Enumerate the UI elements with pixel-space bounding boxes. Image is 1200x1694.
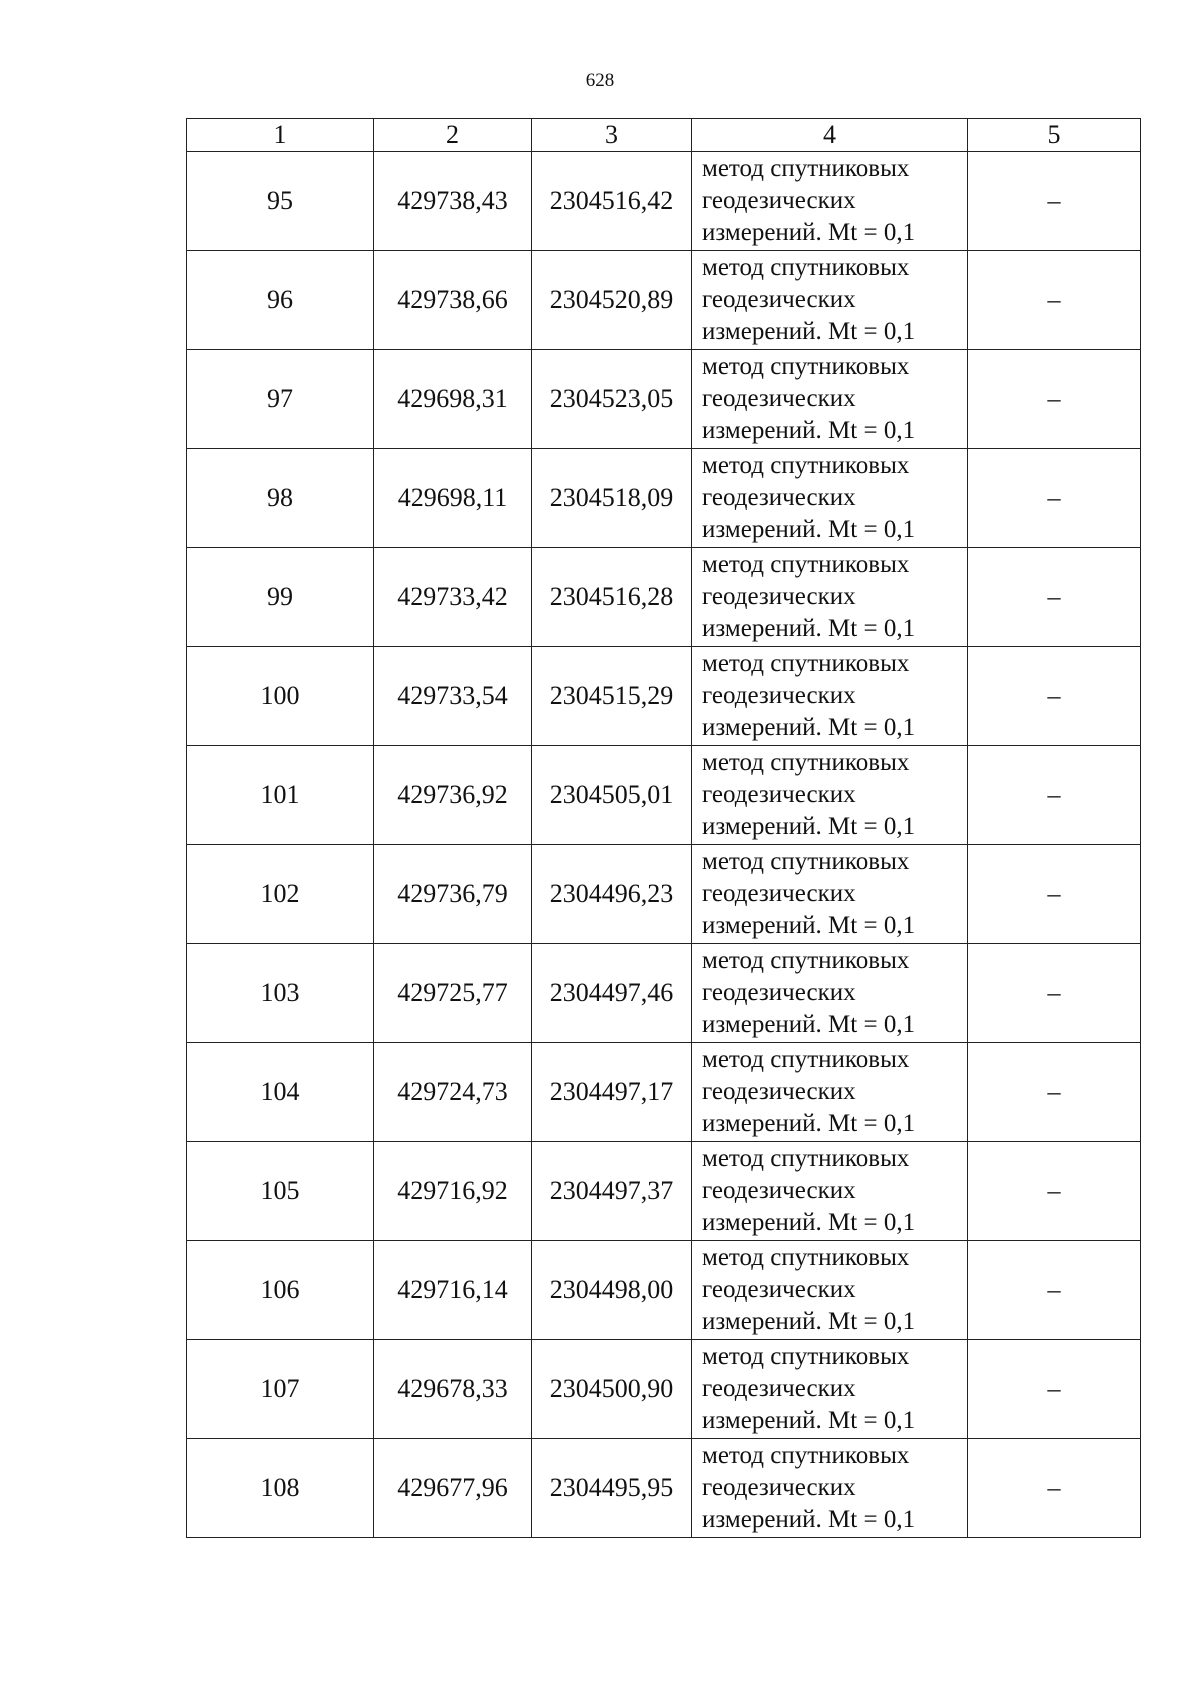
method-cell: [692, 647, 968, 746]
note-cell: –: [968, 548, 1141, 647]
method-line: метод спутниковых: [702, 1145, 910, 1172]
method-line: метод спутниковых: [702, 254, 910, 281]
point-number-cell: 97: [187, 350, 374, 449]
x-coordinate-cell: 429736,92: [374, 746, 532, 845]
method-line: геодезических: [702, 484, 856, 511]
x-coordinate-cell: 429733,42: [374, 548, 532, 647]
point-number-cell: 102: [187, 845, 374, 944]
method-line: измерений. Mt = 0,1: [702, 1110, 916, 1137]
table-body: [187, 152, 1141, 1538]
x-coordinate-cell: 429716,14: [374, 1241, 532, 1340]
method-line: измерений. Mt = 0,1: [702, 912, 916, 939]
method-line: метод спутниковых: [702, 551, 910, 578]
method-line: метод спутниковых: [702, 452, 910, 479]
y-coordinate-cell: 2304505,01: [532, 746, 692, 845]
method-line: геодезических: [702, 1474, 856, 1501]
method-cell: [692, 152, 968, 251]
note-cell: –: [968, 1043, 1141, 1142]
page-number: 628: [585, 70, 615, 91]
method-line: метод спутниковых: [702, 650, 910, 677]
note-cell: –: [968, 647, 1141, 746]
note-cell: –: [968, 251, 1141, 350]
table-row: [187, 1043, 1141, 1142]
y-coordinate-cell: 2304497,37: [532, 1142, 692, 1241]
y-coordinate-cell: 2304518,09: [532, 449, 692, 548]
y-coordinate-cell: 2304515,29: [532, 647, 692, 746]
x-coordinate-cell: 429698,31: [374, 350, 532, 449]
point-number-cell: 98: [187, 449, 374, 548]
table-row: [187, 152, 1141, 251]
x-coordinate-cell: 429725,77: [374, 944, 532, 1043]
y-coordinate-cell: 2304500,90: [532, 1340, 692, 1439]
table-row: [187, 1439, 1141, 1538]
table-row: [187, 1241, 1141, 1340]
y-coordinate-cell: 2304498,00: [532, 1241, 692, 1340]
x-coordinate-cell: 429716,92: [374, 1142, 532, 1241]
point-number-cell: 95: [187, 152, 374, 251]
note-cell: –: [968, 1241, 1141, 1340]
x-coordinate-cell: 429738,43: [374, 152, 532, 251]
note-cell: –: [968, 1142, 1141, 1241]
note-cell: –: [968, 845, 1141, 944]
method-cell: [692, 449, 968, 548]
point-number-cell: 108: [187, 1439, 374, 1538]
x-coordinate-cell: 429736,79: [374, 845, 532, 944]
point-number-cell: 107: [187, 1340, 374, 1439]
method-cell: [692, 350, 968, 449]
table-row: [187, 251, 1141, 350]
method-line: метод спутниковых: [702, 1244, 910, 1271]
method-line: измерений. Mt = 0,1: [702, 1407, 916, 1434]
method-line: геодезических: [702, 1078, 856, 1105]
method-line: измерений. Mt = 0,1: [702, 219, 916, 246]
x-coordinate-cell: 429677,96: [374, 1439, 532, 1538]
y-coordinate-cell: 2304520,89: [532, 251, 692, 350]
method-line: измерений. Mt = 0,1: [702, 1506, 916, 1533]
note-cell: –: [968, 746, 1141, 845]
coordinates-table: [186, 118, 1141, 1538]
method-line: метод спутниковых: [702, 1343, 910, 1370]
point-number-cell: 101: [187, 746, 374, 845]
point-number-cell: 105: [187, 1142, 374, 1241]
point-number-cell: 103: [187, 944, 374, 1043]
method-line: геодезических: [702, 1276, 856, 1303]
table-row: [187, 944, 1141, 1043]
method-line: геодезических: [702, 781, 856, 808]
method-line: измерений. Mt = 0,1: [702, 417, 916, 444]
point-number-cell: 104: [187, 1043, 374, 1142]
method-line: измерений. Mt = 0,1: [702, 813, 916, 840]
method-line: геодезических: [702, 682, 856, 709]
method-line: геодезических: [702, 583, 856, 610]
y-coordinate-cell: 2304497,17: [532, 1043, 692, 1142]
method-line: измерений. Mt = 0,1: [702, 516, 916, 543]
point-number-cell: 100: [187, 647, 374, 746]
method-line: геодезических: [702, 880, 856, 907]
point-number-cell: 99: [187, 548, 374, 647]
header-cell-5: 5: [968, 119, 1141, 152]
x-coordinate-cell: 429678,33: [374, 1340, 532, 1439]
table-row: [187, 548, 1141, 647]
method-cell: [692, 1439, 968, 1538]
method-cell: [692, 1043, 968, 1142]
y-coordinate-cell: 2304496,23: [532, 845, 692, 944]
method-line: измерений. Mt = 0,1: [702, 1308, 916, 1335]
method-line: измерений. Mt = 0,1: [702, 714, 916, 741]
method-cell: [692, 548, 968, 647]
header-cell-4: 4: [692, 119, 968, 152]
method-line: измерений. Mt = 0,1: [702, 1209, 916, 1236]
note-cell: –: [968, 449, 1141, 548]
method-cell: [692, 1340, 968, 1439]
method-cell: [692, 845, 968, 944]
method-line: геодезических: [702, 385, 856, 412]
point-number-cell: 96: [187, 251, 374, 350]
y-coordinate-cell: 2304495,95: [532, 1439, 692, 1538]
method-cell: [692, 251, 968, 350]
method-cell: [692, 1241, 968, 1340]
method-line: метод спутниковых: [702, 1046, 910, 1073]
note-cell: –: [968, 1439, 1141, 1538]
method-line: метод спутниковых: [702, 848, 910, 875]
method-line: измерений. Mt = 0,1: [702, 318, 916, 345]
header-cell-3: 3: [532, 119, 692, 152]
method-line: метод спутниковых: [702, 749, 910, 776]
method-line: метод спутниковых: [702, 353, 910, 380]
method-line: метод спутниковых: [702, 947, 910, 974]
table-header: [187, 119, 1141, 152]
y-coordinate-cell: 2304497,46: [532, 944, 692, 1043]
table-row: [187, 1142, 1141, 1241]
header-cell-2: 2: [374, 119, 532, 152]
method-line: метод спутниковых: [702, 155, 910, 182]
note-cell: –: [968, 152, 1141, 251]
x-coordinate-cell: 429733,54: [374, 647, 532, 746]
table-row: [187, 845, 1141, 944]
method-line: геодезических: [702, 979, 856, 1006]
note-cell: –: [968, 944, 1141, 1043]
method-line: геодезических: [702, 1177, 856, 1204]
y-coordinate-cell: 2304516,28: [532, 548, 692, 647]
header-cell-1: 1: [187, 119, 374, 152]
table-row: [187, 449, 1141, 548]
x-coordinate-cell: 429698,11: [374, 449, 532, 548]
method-line: геодезических: [702, 286, 856, 313]
method-line: геодезических: [702, 187, 856, 214]
y-coordinate-cell: 2304516,42: [532, 152, 692, 251]
note-cell: –: [968, 350, 1141, 449]
method-cell: [692, 746, 968, 845]
x-coordinate-cell: 429738,66: [374, 251, 532, 350]
method-line: геодезических: [702, 1375, 856, 1402]
table-row: [187, 350, 1141, 449]
method-cell: [692, 944, 968, 1043]
x-coordinate-cell: 429724,73: [374, 1043, 532, 1142]
method-line: измерений. Mt = 0,1: [702, 615, 916, 642]
table-row: [187, 647, 1141, 746]
point-number-cell: 106: [187, 1241, 374, 1340]
table-row: [187, 746, 1141, 845]
note-cell: –: [968, 1340, 1141, 1439]
table-row: [187, 1340, 1141, 1439]
method-cell: [692, 1142, 968, 1241]
header-row: [187, 119, 1141, 152]
method-line: измерений. Mt = 0,1: [702, 1011, 916, 1038]
method-line: метод спутниковых: [702, 1442, 910, 1469]
y-coordinate-cell: 2304523,05: [532, 350, 692, 449]
